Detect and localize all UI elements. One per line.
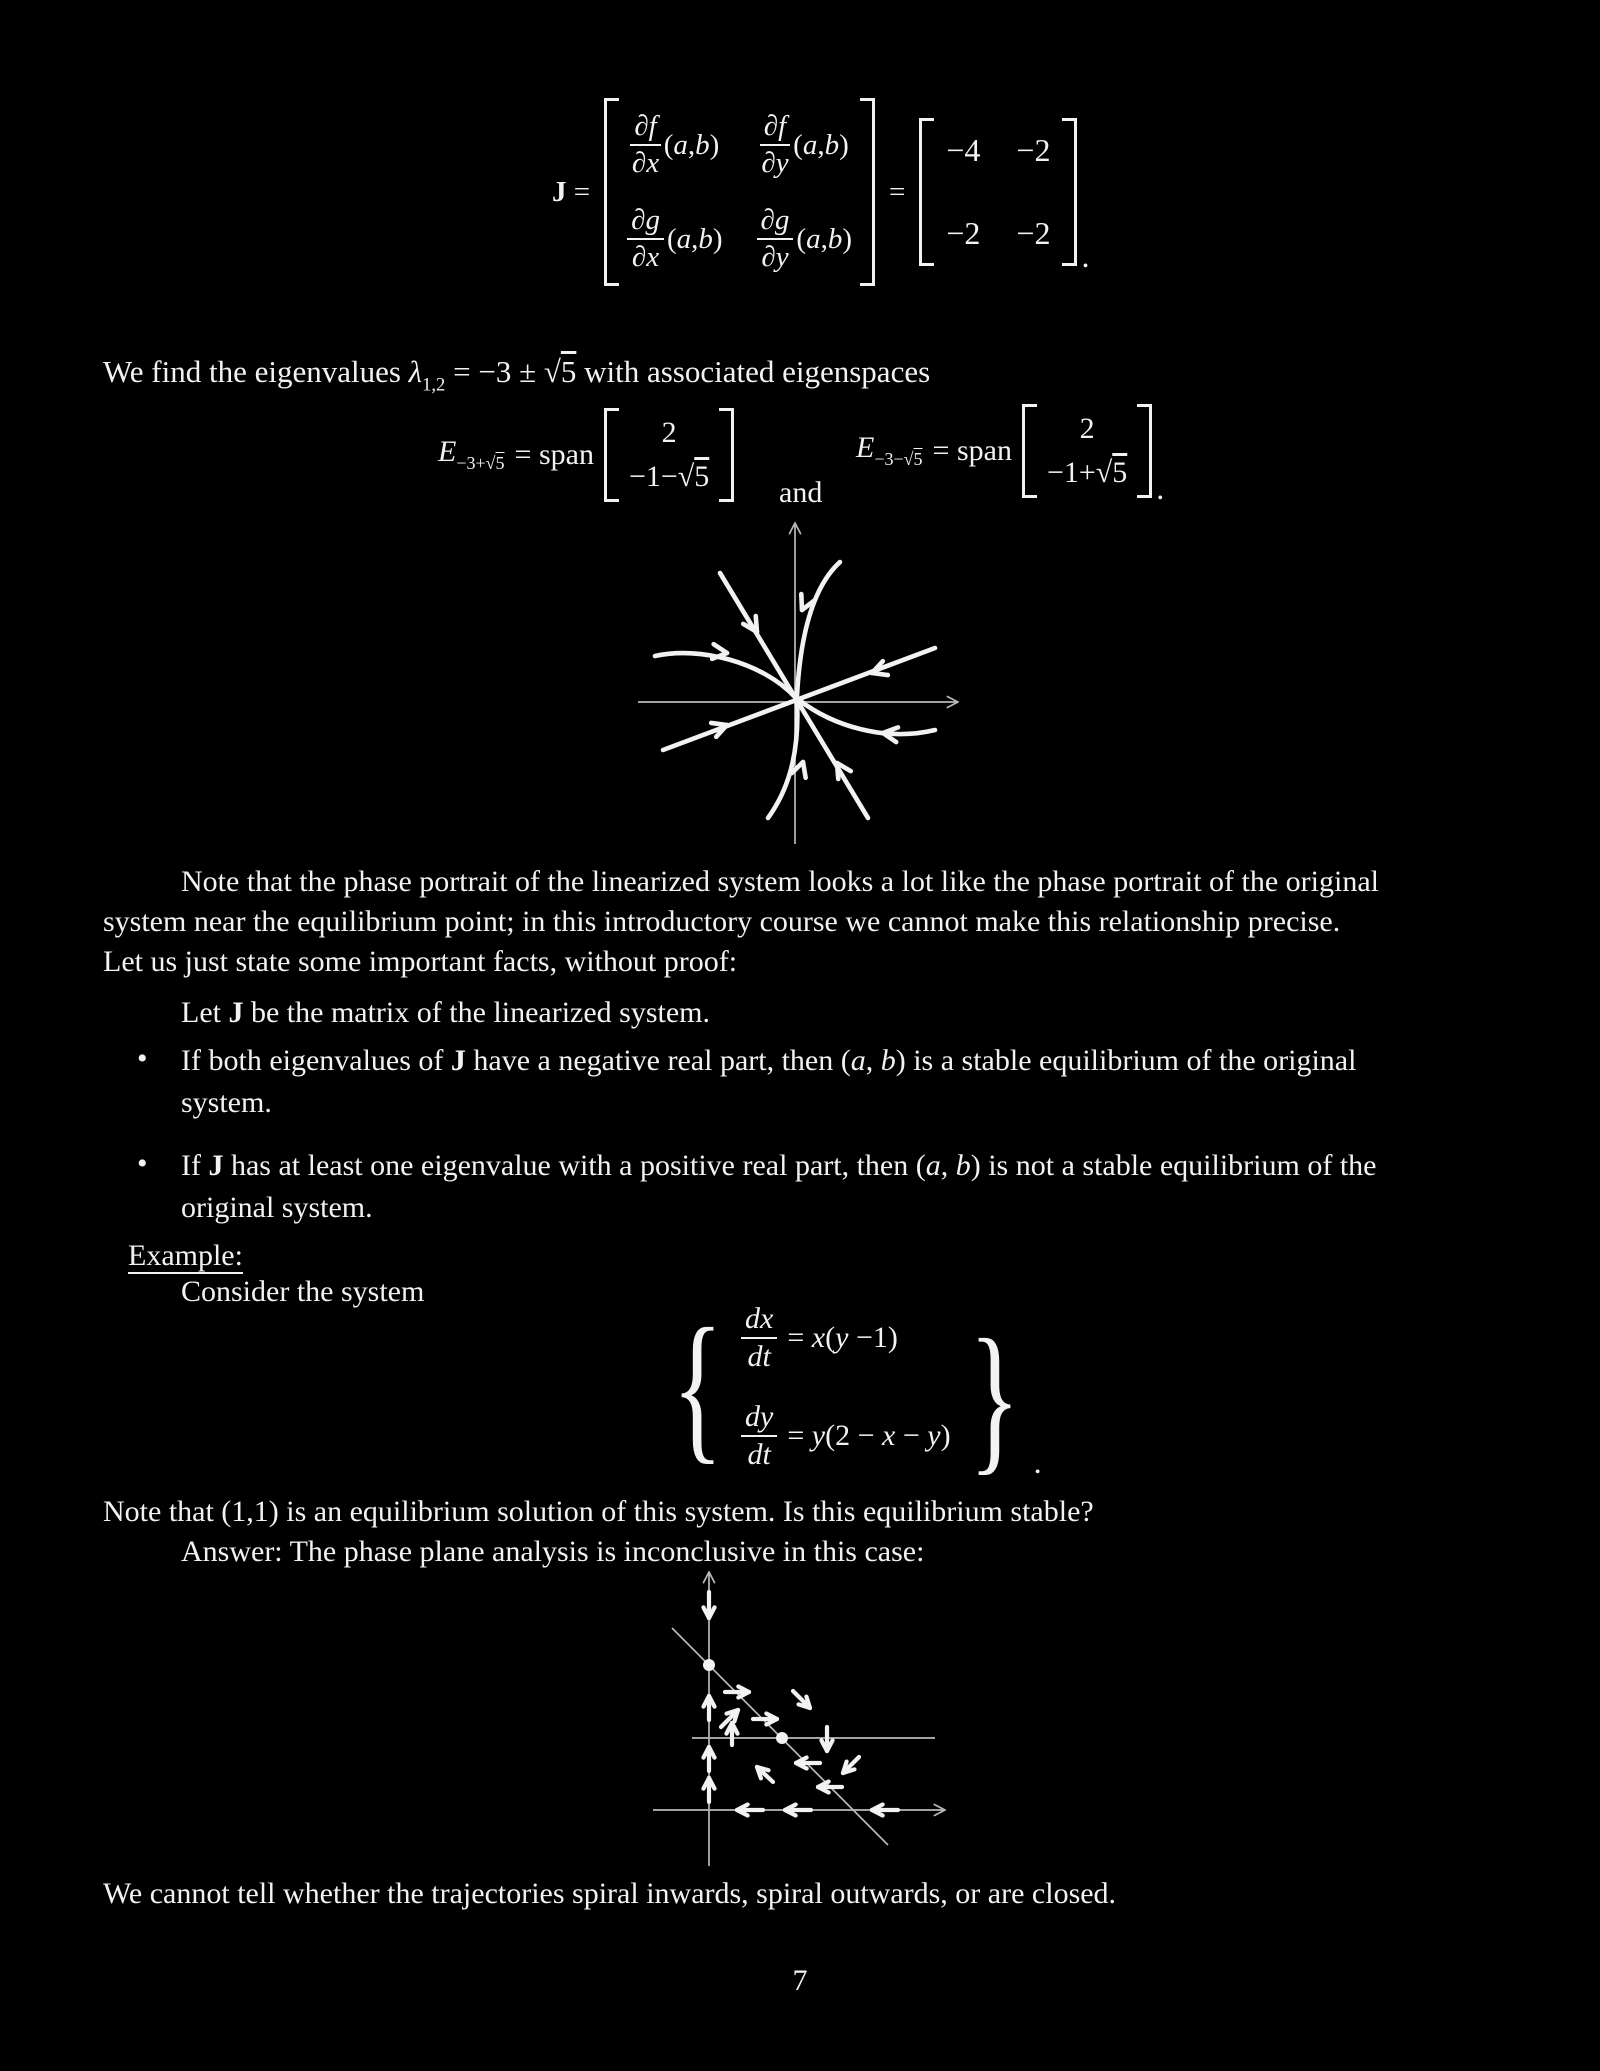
trajectory-arrowhead bbox=[872, 673, 888, 675]
span-operator: = span bbox=[514, 438, 594, 471]
eigenspace-left-label: $E_{-3+√5}$ bbox=[438, 435, 505, 474]
matrix-cell: $\frac{\partial f}{\partial y}$ (a,b) bbox=[761, 110, 849, 179]
matrix-value: −2 bbox=[1016, 215, 1051, 251]
conclusion-line: We cannot tell whether the trajectories spiral inwards, spiral outwards, or are closed. bbox=[103, 1877, 1117, 1910]
trajectory-arrowhead bbox=[756, 616, 757, 632]
phase-plane-direction-field-figure bbox=[618, 1556, 988, 1880]
bullet-marker: • bbox=[137, 1042, 148, 1075]
answer-line: Answer: The phase plane analysis is inconclusive in this case: bbox=[181, 1535, 925, 1568]
span-operator: = span bbox=[932, 434, 1012, 467]
matrix-cell: $\frac{\partial f}{\partial x}$ (a,b) bbox=[631, 110, 720, 179]
matrix-value: −2 bbox=[1016, 132, 1051, 168]
example-heading: Example: bbox=[128, 1239, 243, 1272]
trajectory-arrowhead bbox=[714, 644, 727, 653]
eigenvalue-line: We find the eigenvalues $\lambda_{1,2} = -3 \pm √5$ with associated eigenspaces bbox=[103, 354, 931, 396]
symbolic-jacobian-matrix bbox=[604, 98, 875, 286]
left-curly-brace: { bbox=[671, 1295, 724, 1479]
ode-equation-2: $\frac{dy}{dt}$ = y(2 − x − y) bbox=[741, 1400, 951, 1472]
trajectory-path bbox=[768, 700, 797, 818]
bullet-marker: • bbox=[137, 1147, 148, 1180]
left-bracket bbox=[919, 118, 934, 266]
eigenspace-left bbox=[438, 408, 734, 502]
period: . bbox=[1081, 238, 1090, 274]
eigenspace-right-label: $E_{-3-√5}$ bbox=[856, 431, 923, 470]
trajectory-path bbox=[797, 562, 840, 696]
and-connector: and bbox=[779, 476, 823, 509]
equilibrium-question-line: Note that (1,1) is an equilibrium solution of this system. Is this equilibrium stable? bbox=[103, 1495, 1094, 1528]
trajectory-arrowhead bbox=[711, 723, 727, 725]
matrix-value: −4 bbox=[946, 132, 981, 168]
let-j-line: Let J be the matrix of the linearized system. bbox=[181, 996, 710, 1029]
right-bracket bbox=[860, 98, 875, 286]
equilibrium-dot bbox=[776, 1732, 788, 1744]
page-number: 7 bbox=[792, 1964, 808, 1997]
eigenvector-left: 2 −1−√5 bbox=[604, 408, 734, 502]
consider-line: Consider the system bbox=[181, 1275, 425, 1308]
equilibrium-dot bbox=[703, 1659, 715, 1671]
numeric-jacobian-matrix bbox=[919, 118, 1077, 266]
equals-sign: = bbox=[888, 175, 906, 208]
right-curly-brace: } bbox=[968, 1306, 1020, 1490]
bullet-item-unstable: If J has at least one eigenvalue with a positive real part, then (a, b) is not a stable equilibrium of the original system. bbox=[181, 1149, 1377, 1224]
trajectory-arrowhead bbox=[837, 763, 838, 779]
period: . bbox=[1156, 470, 1165, 506]
bullet-item-stable: If both eigenvalues of J have a negative real part, then (a, b) is a stable equilibrium of the original system. bbox=[181, 1044, 1357, 1119]
matrix-cell: $\frac{\partial g}{\partial y}$ (a,b) bbox=[757, 204, 852, 274]
jacobian-lhs: J = bbox=[552, 175, 591, 208]
eigenvector-right: 2 −1+√5 bbox=[1022, 404, 1152, 498]
ode-equation-1: $\frac{dx}{dt}$ = x(y −1) bbox=[741, 1302, 951, 1374]
left-bracket bbox=[604, 98, 619, 286]
matrix-cell: $\frac{\partial g}{\partial x}$ (a,b) bbox=[627, 204, 722, 274]
eigenspace-right bbox=[856, 404, 1165, 506]
phase-portrait-stable-node-figure bbox=[600, 505, 980, 857]
trajectory-path bbox=[799, 700, 935, 734]
jacobian-equation bbox=[552, 98, 1089, 286]
period: . bbox=[1033, 1444, 1042, 1480]
ode-system-equation bbox=[662, 1295, 1042, 1490]
note-paragraph: Note that the phase portrait of the linearized system looks a lot like the phase portrait of the original system near the equilibrium point; in this introductory course we cannot make this relationship precise. Let us just state some important facts, without proof: bbox=[103, 865, 1379, 978]
right-bracket bbox=[1062, 118, 1077, 266]
matrix-value: −2 bbox=[946, 215, 981, 251]
